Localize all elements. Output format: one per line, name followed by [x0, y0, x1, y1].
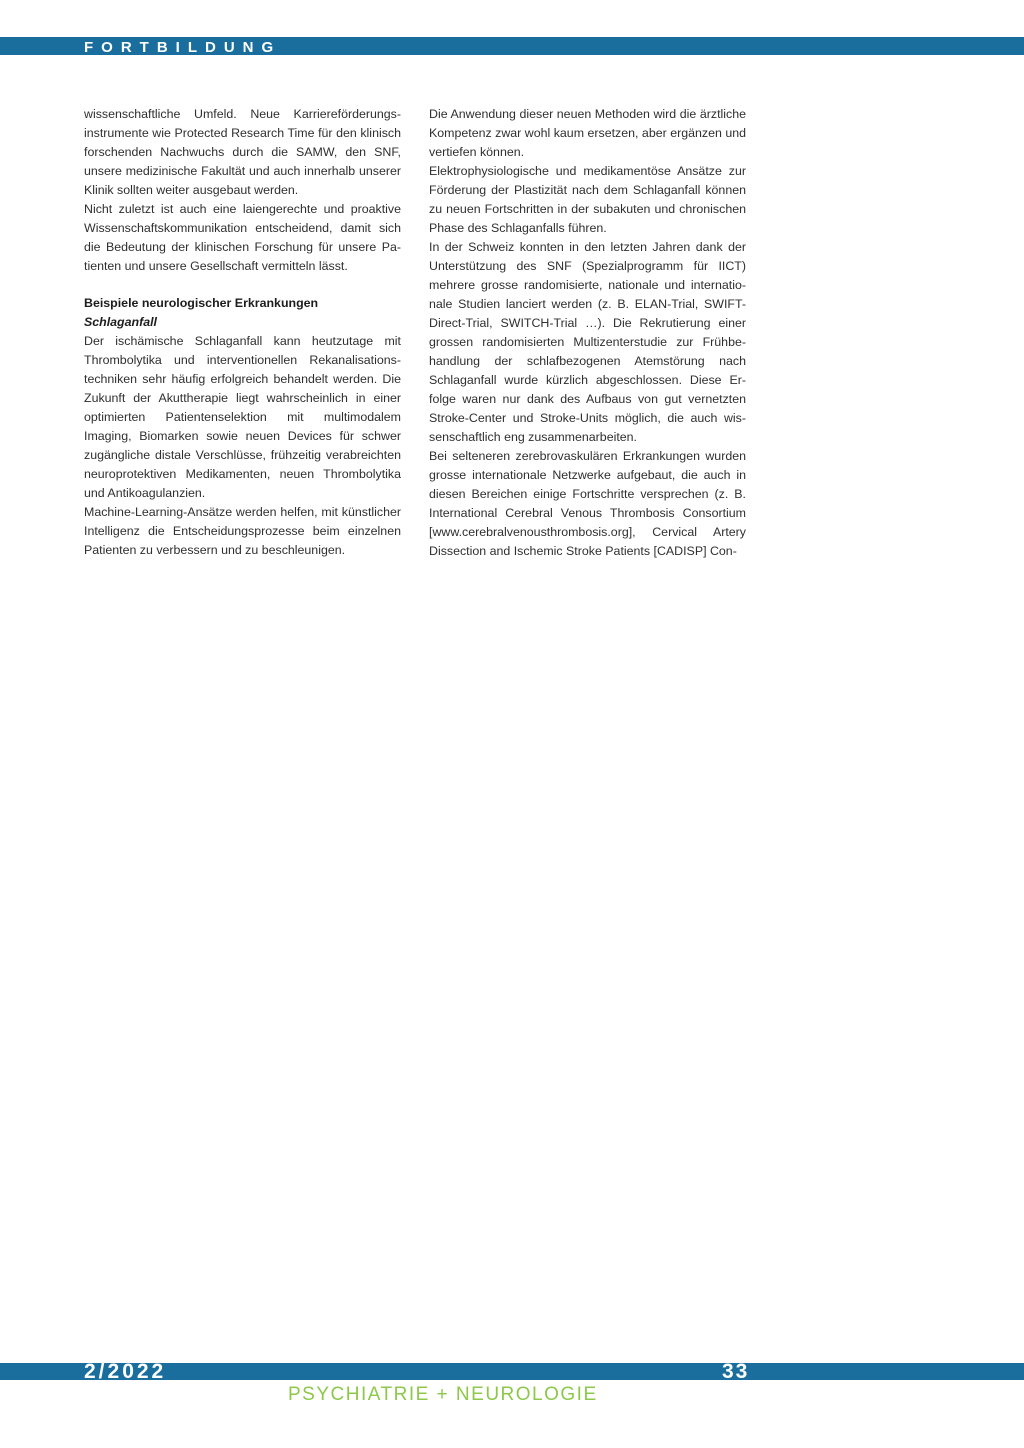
paragraph: Die Anwendung dieser neuen Methoden wird die ärztliche Kompetenz zwar wohl kaum ersetzen, aber ergänzen und vertiefen können.: [429, 107, 746, 159]
paragraph: In der Schweiz konnten in den letzten Jahren dank der Unterstützung des SNF (Spezialprogramm für IICT) mehrere grosse randomisierte, nationale und internationale Studien lanciert werden (z. B. ELAN-Trial, SWIFT-Direct-Trial, SWITCH-Trial …). Die Rekrutierung einer grossen randomisierten Multizenterstudie zur Frühbehandlung der schlafbezogenen Atemstörung nach Schlaganfall wurde kürzlich abgeschlossen. Diese Erfolge waren nur dank des Aufbaus von gut vernetzten Stroke-Center und Stroke-Units möglich, die auch wissenschaftlich eng zusammenarbeiten.: [429, 240, 746, 444]
page-number: 33: [722, 1360, 750, 1383]
paragraph: Nicht zuletzt ist auch eine laiengerechte und proaktive Wissenschaftskommunikation entscheidend, damit sich die Bedeutung der klinischen Forschung für unsere Patienten und unsere Gesellschaft vermitteln lässt.: [84, 202, 401, 273]
issue-number: 2/2022: [84, 1360, 167, 1383]
section-subheading: Schlaganfall: [84, 315, 157, 329]
paragraph: Bei selteneren zerebrovaskulären Erkrankungen wurden grosse internationale Netzwerke aufgebaut, die auch in diesen Bereichen einige Fortschritte versprechen (z. B. International Cerebral Venous Thrombosis Consortium [www.cerebralvenousthrombosis.org], Cervical Artery Dissection and Ischemic Stroke Patients [CADISP] Con-: [429, 449, 746, 558]
paragraph: Elektrophysiologische und medikamentöse Ansätze zur Förderung der Plastizität nach dem Schlaganfall können zu neuen Fortschritten in der subakuten und chronischen Phase des Schlaganfalls führen.: [429, 164, 746, 235]
paragraph: Machine-Learning-Ansätze werden helfen, mit künstlicher Intelligenz die Entscheidungsprozesse beim einzelnen Patienten zu verbessern und zu beschleunigen.: [84, 505, 401, 557]
section-heading: Beispiele neurologischer Erkrankungen: [84, 296, 319, 310]
spacer: [84, 276, 401, 294]
journal-title: PSYCHIATRIE + NEUROLOGIE: [288, 1384, 598, 1405]
paragraph: Der ischämische Schlaganfall kann heutzutage mit Thrombolytika und interventionellen Rekanalisationstechniken sehr häufig erfolgreich behandelt werden. Die Zukunft der Akuttherapie liegt wahrscheinlich in einer optimierten Patientenselektion mit multimodalem Imaging, Biomarken sowie neuen Devices für schwer zugängliche distale Verschlüsse, frühzeitig verabreichten neuroprotektiven Medikamenten, neuen Thrombolytika und Antikoagulanzien.: [84, 334, 401, 500]
right-column: [429, 105, 746, 561]
left-column: [84, 105, 401, 560]
section-label: FORTBILDUNG: [84, 39, 282, 56]
paragraph: wissenschaftliche Umfeld. Neue Karriereförderungsinstrumente wie Protected Research Time für den klinisch forschenden Nachwuchs durch die SAMW, den SNF, unsere medizinische Fakultät und auch innerhalb unserer Klinik sollten weiter ausgebaut werden.: [84, 107, 401, 197]
